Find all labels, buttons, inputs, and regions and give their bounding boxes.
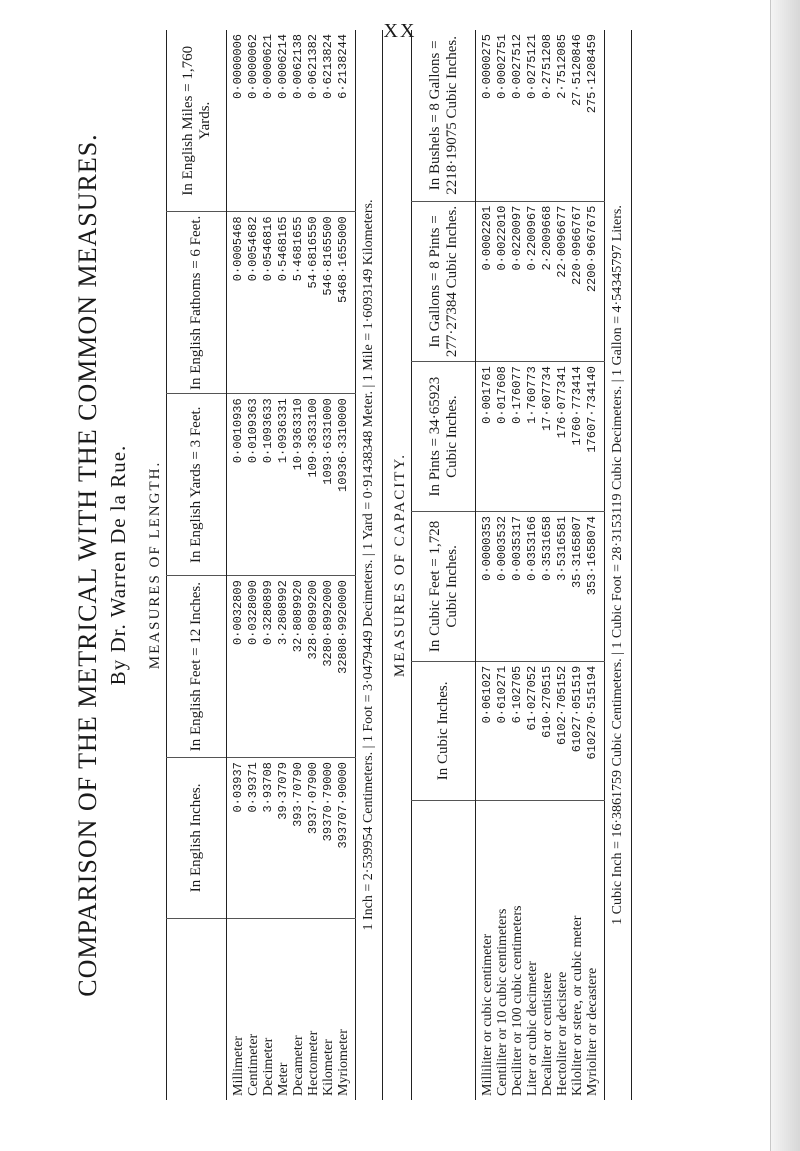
- table-cell: 0·0005468: [231, 216, 245, 282]
- table-cell: 17607·734140: [585, 366, 599, 453]
- table-cell: 0·0000275: [480, 34, 494, 99]
- capacity-unit-name: Milliliter or cubic centimeter: [480, 933, 495, 1096]
- table-cell: 3·2808992: [276, 580, 290, 646]
- table-cell: 0·0220097: [510, 205, 524, 271]
- table-cell: 0·0000621: [261, 34, 275, 99]
- length-yards-values: [227, 394, 356, 576]
- length-header-miles: In English Miles = 1,760 Yards.: [167, 30, 227, 212]
- capacity-unit-name: Decaliter or centistere: [540, 972, 555, 1096]
- table-cell: 0·6213824: [321, 34, 335, 99]
- page-number: XX: [383, 20, 417, 42]
- table-cell: 61027·051519: [570, 665, 584, 753]
- length-section-caption: MEASURES OF LENGTH.: [147, 460, 163, 670]
- table-cell: 5468·1655000: [336, 216, 350, 303]
- byline: By Dr. Warren De la Rue.: [106, 444, 130, 686]
- length-unit-name: Hectometer: [306, 1030, 321, 1096]
- table-cell: 0·0002751: [495, 34, 509, 99]
- table-cell: 35·3165807: [570, 516, 584, 589]
- table-cell: 6102·705152: [555, 665, 569, 746]
- capacity-header-cubic-inches: In Cubic Inches.: [412, 661, 476, 800]
- table-cell: 27·5120846: [570, 34, 584, 107]
- table-cell: 0·0621382: [306, 34, 320, 99]
- table-cell: 0·610271: [495, 665, 509, 724]
- capacity-table: [411, 30, 605, 1100]
- capacity-header-unit: [412, 800, 476, 1100]
- table-cell: 17·607734: [540, 366, 554, 432]
- table-cell: 0·0027512: [510, 34, 524, 99]
- capacity-cubic-inches-values: [476, 661, 605, 800]
- length-feet-values: [227, 576, 356, 758]
- capacity-header-pints: In Pints = 34·65923 Cubic Inches.: [412, 362, 476, 512]
- table-cell: 32808·9920000: [336, 580, 350, 674]
- table-cell: 2200·9667675: [585, 205, 599, 293]
- table-cell: 610270·515194: [585, 665, 599, 760]
- table-cell: 0·0109363: [246, 398, 260, 464]
- tables-container: [144, 30, 692, 1100]
- table-cell: 3280·8992000: [321, 580, 335, 667]
- capacity-header-gallons: In Gallons = 8 Pints = 277·27384 Cubic Inches.: [412, 201, 476, 362]
- table-cell: 109·3633100: [306, 398, 320, 478]
- table-cell: 3937·07900: [306, 762, 320, 835]
- capacity-conversion-summary: 1 Cubic Inch = 16·3861759 Cubic Centimeters. | 1 Cubic Foot = 28·3153119 Cubic Decimeters. | 1 Gallon = 4·54345797 Liters.: [605, 30, 632, 1100]
- length-unit-name: Decameter: [291, 1035, 306, 1096]
- table-cell: 3·93708: [261, 762, 275, 813]
- table-cell: 10936·3310000: [336, 398, 350, 492]
- table-cell: 1760·773414: [570, 366, 584, 446]
- table-cell: 0·0546816: [261, 216, 275, 282]
- page-title: COMPARISON OF THE METRICAL WITH THE COMMON MEASURES.: [73, 133, 102, 997]
- capacity-gallons-values: [476, 201, 605, 362]
- table-cell: 176·077341: [555, 366, 569, 439]
- capacity-section-caption: MEASURES OF CAPACITY.: [392, 452, 408, 678]
- table-cell: 0·0035317: [510, 516, 524, 581]
- capacity-pints-values: [476, 362, 605, 512]
- capacity-unit-name: Hectoliter or decistere: [555, 971, 570, 1096]
- length-unit-name: Centimeter: [246, 1033, 261, 1096]
- table-cell: 2·2009668: [540, 205, 554, 271]
- table-cell: 0·03937: [231, 762, 245, 813]
- capacity-cubic-feet-values: [476, 512, 605, 662]
- table-cell: 610·270515: [540, 665, 554, 738]
- table-cell: 0·1093633: [261, 398, 275, 464]
- length-header-inches: In English Inches.: [167, 758, 227, 919]
- table-cell: 0·061027: [480, 665, 494, 724]
- table-cell: 2·7512085: [555, 34, 569, 99]
- table-cell: 3·5316581: [555, 516, 569, 581]
- length-unit-name: Myriometer: [336, 1029, 351, 1096]
- length-header-yards: In English Yards = 3 Feet.: [167, 394, 227, 576]
- length-inches-values: [227, 758, 356, 919]
- table-cell: 0·0010936: [231, 398, 245, 464]
- capacity-unit-name: Deciliter or 100 cubic centimeters: [510, 905, 525, 1096]
- table-cell: 22·0096677: [555, 205, 569, 278]
- next-page-edge: [770, 0, 800, 1151]
- length-table: [166, 30, 356, 1100]
- capacity-unit-name: Centiliter or 10 cubic centimeters: [495, 908, 510, 1096]
- length-unit-name: Kilometer: [321, 1039, 336, 1096]
- table-cell: 393707·90000: [336, 762, 350, 849]
- table-cell: 0·3280899: [261, 580, 275, 646]
- table-cell: 328·0899200: [306, 580, 320, 660]
- capacity-unit-name: Kiloliter or stere, or cubic meter: [570, 915, 585, 1096]
- length-unit-name: Millimeter: [231, 1036, 246, 1096]
- capacity-bushels-values: [476, 30, 605, 201]
- capacity-header-bushels: In Bushels = 8 Gallons = 2218·19075 Cubic Inches.: [412, 30, 476, 201]
- table-cell: 5·4681655: [291, 216, 305, 282]
- rotated-table-sheet: [72, 30, 692, 1100]
- table-cell: 0·0062138: [291, 34, 305, 99]
- length-conversion-summary: 1 Inch = 2·539954 Centimeters. | 1 Foot = 3·0479449 Decimeters. | 1 Yard = 0·91438348 Meter. | 1 Mile = 1·6093149 Kilometers.: [356, 30, 383, 1100]
- table-cell: 0·0328090: [246, 580, 260, 646]
- table-cell: 0·001761: [480, 366, 494, 424]
- table-cell: 54·6816550: [306, 216, 320, 289]
- capacity-header-cubic-feet: In Cubic Feet = 1,728 Cubic Inches.: [412, 512, 476, 662]
- length-header-unit: [167, 918, 227, 1100]
- length-unit-names: [227, 918, 356, 1100]
- table-cell: 393·70790: [291, 762, 305, 827]
- table-cell: 0·0006214: [276, 34, 290, 99]
- table-cell: 0·0000353: [480, 516, 494, 581]
- length-header-feet: In English Feet = 12 Inches.: [167, 576, 227, 758]
- table-cell: 0·2751208: [540, 34, 554, 99]
- table-cell: 353·1658074: [585, 516, 599, 596]
- table-cell: 0·0032809: [231, 580, 245, 646]
- table-cell: 6·2138244: [336, 34, 350, 99]
- table-cell: 0·0003532: [495, 516, 509, 581]
- table-cell: 0·0054682: [246, 216, 260, 282]
- capacity-unit-names: [476, 800, 605, 1100]
- table-cell: 0·0000006: [231, 34, 245, 99]
- table-cell: 1·0936331: [276, 398, 290, 464]
- table-cell: 39·37079: [276, 762, 290, 820]
- table-cell: 6·102705: [510, 665, 524, 724]
- table-cell: 0·0275121: [525, 34, 539, 99]
- length-header-fathoms: In English Fathoms = 6 Feet.: [167, 212, 227, 394]
- capacity-unit-name: Myrioliter or decastere: [585, 967, 600, 1096]
- length-fathoms-values: [227, 212, 356, 394]
- table-cell: 275·1208459: [585, 34, 599, 114]
- table-cell: 546·8165500: [321, 216, 335, 296]
- table-cell: 39370·79000: [321, 762, 335, 842]
- table-cell: 0·0353166: [525, 516, 539, 581]
- table-cell: 1·760773: [525, 366, 539, 424]
- table-cell: 32·8089920: [291, 580, 305, 653]
- length-miles-values: [227, 30, 356, 212]
- length-unit-name: Decimeter: [261, 1037, 276, 1096]
- length-unit-name: Meter: [276, 1062, 291, 1096]
- table-cell: 0·3531658: [540, 516, 554, 581]
- table-cell: 0·0000062: [246, 34, 260, 99]
- capacity-unit-name: Liter or cubic decimeter: [525, 961, 540, 1096]
- table-cell: 1093·6331000: [321, 398, 335, 485]
- table-cell: 61·027052: [525, 665, 539, 731]
- table-cell: 0·0022010: [495, 205, 509, 271]
- table-cell: 0·176077: [510, 366, 524, 424]
- table-cell: 0·39371: [246, 762, 260, 813]
- table-cell: 0·2200967: [525, 205, 539, 271]
- table-cell: 0·0002201: [480, 205, 494, 271]
- table-cell: 0·017608: [495, 366, 509, 424]
- table-cell: 0·5468165: [276, 216, 290, 282]
- table-cell: 10·9363310: [291, 398, 305, 471]
- table-cell: 220·0966767: [570, 205, 584, 285]
- heading-block: [72, 30, 131, 1100]
